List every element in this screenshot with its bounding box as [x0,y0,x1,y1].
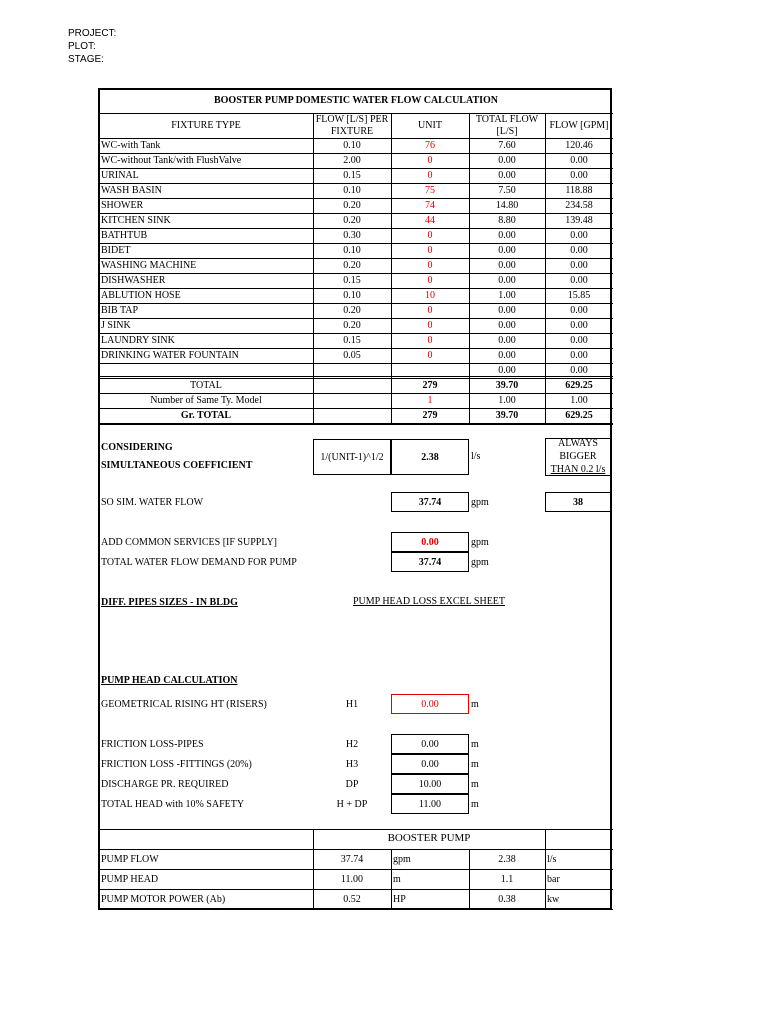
fixture-name: LAUNDRY SINK [101,335,175,346]
totals-double-line [99,376,613,377]
project-label: PROJECT: [68,28,117,39]
total-flow: 0.00 [498,335,516,346]
head-row-label: FRICTION LOSS -FITTINGS (20%) [101,759,252,770]
total-gpm-sum: 629.25 [565,380,593,391]
total-flow: 0.00 [498,230,516,241]
total-flow: 0.00 [498,170,516,181]
total-flow: 0.00 [498,350,516,361]
pump-row-unit-2: l/s [547,854,557,865]
total-unit: 279 [422,410,438,421]
minimum-note-box [545,438,611,476]
pump-head-loss-link[interactable]: PUMP HEAD LOSS EXCEL SHEET [352,596,506,607]
flow-gpm: 15.85 [567,290,591,301]
pump-row-unit-1: HP [393,894,406,905]
total-row-line [99,408,613,409]
flow-gpm: 234.58 [565,200,593,211]
col-header-fixture: FIXTURE TYPE [171,120,241,131]
flow-per-fixture: 0.20 [343,260,361,271]
pump-row-line [99,869,613,870]
fixture-name: BIB TAP [101,305,139,316]
pump-section-top-line [99,829,613,830]
col-header-unit: UNIT [418,120,442,131]
col-header-total-2: [L/S] [496,126,518,137]
pipes-heading: DIFF. PIPES SIZES - IN BLDG [101,597,238,608]
coefficient-unit: l/s [471,451,481,462]
total-flow: 0.00 [498,245,516,256]
total-flow: 7.50 [498,185,516,196]
total-gpm-sum: 629.25 [565,410,593,421]
fixture-name: J SINK [101,320,131,331]
total-row-line [99,393,613,394]
total-flow: 1.00 [498,290,516,301]
flow-per-fixture: 0.20 [343,215,361,226]
total-gpm-sum: 1.00 [570,395,588,406]
unit-count: 0 [427,305,433,316]
col-header-flow-2: FIXTURE [330,126,374,137]
unit-count: 74 [425,200,435,211]
flow-per-fixture: 0.05 [343,350,361,361]
calculation-sheet [98,88,612,910]
total-flow: 0.00 [498,305,516,316]
flow-per-fixture: 0.10 [343,185,361,196]
pump-row-label: PUMP FLOW [101,854,159,865]
total-flow-sum: 39.70 [495,380,519,391]
flow-gpm: 0.00 [570,305,588,316]
fixture-name: ABLUTION HOSE [101,290,181,301]
flow-per-fixture: 0.10 [343,140,361,151]
head-row-code: DP [345,779,359,790]
pump-row-value-2: 0.38 [498,894,516,905]
row-line [99,348,613,349]
fixture-name: KITCHEN SINK [101,215,171,226]
flow-gpm: 0.00 [570,275,588,286]
common-services-label: ADD COMMON SERVICES [IF SUPPLY] [101,537,278,548]
total-demand-value: 37.74 [391,552,469,572]
unit-count: 0 [427,275,433,286]
head-row-value: 0.00 [391,694,469,714]
pump-column-line [391,849,392,909]
unit-count: 0 [427,230,433,241]
row-line [99,258,613,259]
sim-flow-value: 37.74 [391,492,469,512]
coefficient-formula: 1/(UNIT-1)^1/2 [313,439,391,475]
unit-count: 0 [427,350,433,361]
total-label: Gr. TOTAL [180,410,232,421]
total-flow-sum: 39.70 [495,410,519,421]
pump-row-unit-1: m [393,874,401,885]
flow-per-fixture: 0.15 [343,275,361,286]
fixture-name: DRINKING WATER FOUNTAIN [101,350,239,361]
sheet-title: BOOSTER PUMP DOMESTIC WATER FLOW CALCULATION [213,95,499,106]
total-unit: 279 [422,380,438,391]
simultaneous-label: SIMULTANEOUS COEFFICIENT [101,460,253,471]
total-flow: 7.60 [498,140,516,151]
row-line [99,153,613,154]
fixture-name: WASHING MACHINE [101,260,197,271]
considering-label: CONSIDERING [101,442,173,453]
flow-gpm: 120.46 [565,140,593,151]
total-flow: 0.00 [498,365,516,376]
fixture-name: WC-with Tank [101,140,161,151]
row-line [99,303,613,304]
row-line [99,318,613,319]
total-label: TOTAL [190,380,222,391]
pump-column-line [545,849,546,909]
sim-flow-unit: gpm [471,497,489,508]
head-row-code: H3 [345,759,359,770]
sim-flow-label: SO SIM. WATER FLOW [101,497,204,508]
head-row-value: 0.00 [391,734,469,754]
pump-title-right-line [545,829,546,849]
flow-per-fixture: 0.10 [343,245,361,256]
unit-count: 10 [425,290,435,301]
table-bottom-line [99,424,613,425]
row-line [99,198,613,199]
pump-head-heading: PUMP HEAD CALCULATION [101,675,238,686]
flow-per-fixture: 0.15 [343,335,361,346]
flow-per-fixture: 0.15 [343,170,361,181]
total-label: Number of Same Ty. Model [150,395,262,406]
flow-per-fixture: 0.10 [343,290,361,301]
pump-row-label: PUMP MOTOR POWER (Ab) [101,894,226,905]
row-line [99,333,613,334]
fixture-name: BATHTUB [101,230,148,241]
fixture-name: URINAL [101,170,139,181]
stage-label: STAGE: [68,54,104,65]
total-flow: 0.00 [498,155,516,166]
unit-count: 76 [425,140,435,151]
unit-count: 0 [427,320,433,331]
flow-gpm: 118.88 [565,185,593,196]
pump-row-value-1: 0.52 [343,894,361,905]
flow-gpm: 0.00 [570,260,588,271]
flow-gpm: 0.00 [570,335,588,346]
flow-per-fixture: 0.20 [343,200,361,211]
minimum-note-line1: ALWAYS [557,438,598,449]
head-row-unit: m [471,759,479,770]
flow-gpm: 0.00 [570,350,588,361]
head-row-unit: m [471,779,479,790]
total-unit: 1 [427,395,433,406]
pump-row-value-2: 2.38 [498,854,516,865]
head-row-unit: m [471,799,479,810]
head-row-label: FRICTION LOSS-PIPES [101,739,204,750]
common-services-value: 0.00 [391,532,469,552]
unit-count: 0 [427,170,433,181]
flow-per-fixture: 0.20 [343,305,361,316]
flow-per-fixture: 0.30 [343,230,361,241]
head-row-value: 11.00 [391,794,469,814]
coefficient-value: 2.38 [391,439,469,475]
minimum-note-line3: THAN 0.2 l/s [550,464,606,475]
fixture-name: SHOWER [101,200,144,211]
head-row-unit: m [471,739,479,750]
head-row-value: 10.00 [391,774,469,794]
fixture-name: WC-without Tank/with FlushValve [101,155,242,166]
common-services-unit: gpm [471,537,489,548]
plot-label: PLOT: [68,41,96,52]
row-line [99,288,613,289]
col-header-flow-1: FLOW [L/S] PER [315,114,389,125]
total-flow-sum: 1.00 [498,395,516,406]
row-line [99,363,613,364]
unit-count: 0 [427,260,433,271]
unit-count: 75 [425,185,435,196]
head-row-code: H + DP [336,799,368,810]
pump-title-left-line [313,829,314,849]
head-row-label: GEOMETRICAL RISING HT (RISERS) [101,699,267,710]
row-line [99,213,613,214]
col-header-total-1: TOTAL FLOW [475,114,539,125]
pump-section-header-line [99,849,613,850]
flow-gpm: 0.00 [570,230,588,241]
flow-gpm: 0.00 [570,155,588,166]
total-demand-label: TOTAL WATER FLOW DEMAND FOR PUMP [101,557,297,568]
head-row-code: H1 [345,699,359,710]
total-flow: 0.00 [498,320,516,331]
pump-row-value-1: 37.74 [340,854,364,865]
flow-gpm: 139.48 [565,215,593,226]
row-line [99,243,613,244]
pump-row-line [99,909,613,910]
total-flow: 8.80 [498,215,516,226]
row-line [99,228,613,229]
row-line [99,273,613,274]
total-flow: 0.00 [498,275,516,286]
row-line [99,183,613,184]
pump-row-unit-2: bar [547,874,560,885]
flow-per-fixture: 2.00 [343,155,361,166]
head-row-code: H2 [345,739,359,750]
unit-count: 0 [427,335,433,346]
unit-count: 0 [427,245,433,256]
head-row-value: 0.00 [391,754,469,774]
pump-row-unit-1: gpm [393,854,411,865]
head-row-unit: m [471,699,479,710]
pump-row-value-1: 11.00 [340,874,364,885]
flow-gpm: 0.00 [570,245,588,256]
row-line [99,378,613,379]
fixture-name: BIDET [101,245,131,256]
total-flow: 0.00 [498,260,516,271]
flow-per-fixture: 0.20 [343,320,361,331]
pump-row-label: PUMP HEAD [101,874,159,885]
unit-count: 0 [427,155,433,166]
total-flow: 14.80 [495,200,519,211]
head-row-label: TOTAL HEAD with 10% SAFETY [101,799,245,810]
flow-gpm: 0.00 [570,365,588,376]
sim-flow-rounded: 38 [545,492,611,512]
fixture-name: WASH BASIN [101,185,162,196]
row-line [99,168,613,169]
flow-gpm: 0.00 [570,320,588,331]
pump-section-title: BOOSTER PUMP [387,832,471,844]
pump-row-value-2: 1.1 [500,874,514,885]
pump-row-line [99,889,613,890]
unit-count: 44 [425,215,435,226]
head-row-label: DISCHARGE PR. REQUIRED [101,779,229,790]
col-header-gpm: FLOW [GPM] [549,120,609,131]
total-demand-unit: gpm [471,557,489,568]
header-line [99,138,613,139]
flow-gpm: 0.00 [570,170,588,181]
pump-row-unit-2: kw [547,894,560,905]
minimum-note-line2: BIGGER [559,451,597,462]
fixture-name: DISHWASHER [101,275,166,286]
